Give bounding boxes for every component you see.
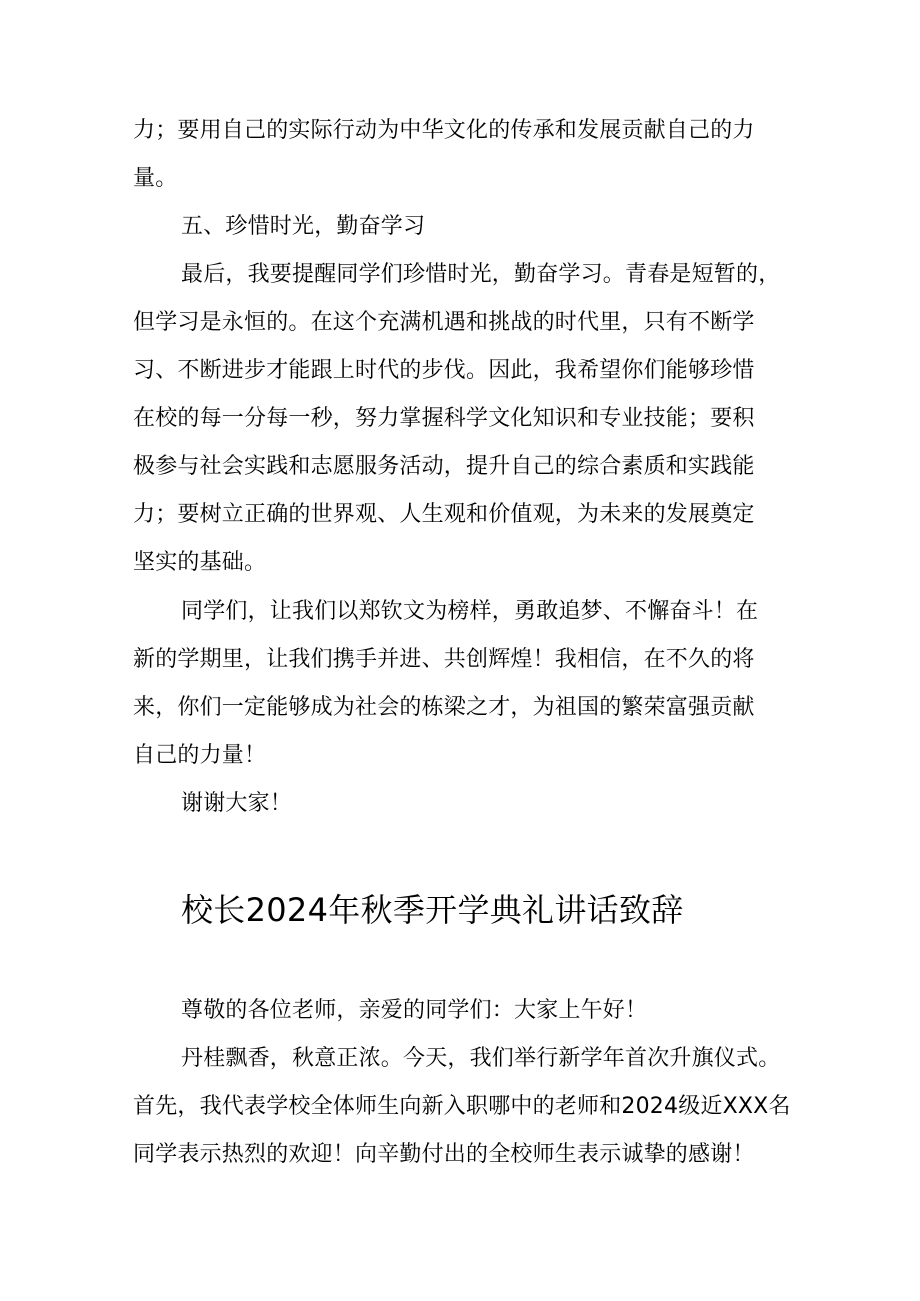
body-line: 在校的每一分每一秒，努力掌握科学文化知识和专业技能；要积 <box>133 406 755 431</box>
body-line: 力；要用自己的实际行动为中华文化的传承和发展贡献自己的力 <box>133 118 755 143</box>
body-line: 极参与社会实践和志愿服务活动，提升自己的综合素质和实践能 <box>133 454 755 479</box>
closing-thanks: 谢谢大家！ <box>181 791 293 816</box>
body-line: 坚实的基础。 <box>133 550 267 575</box>
body-line: 但学习是永恒的。在这个充满机遇和挑战的时代里，只有不断学 <box>133 310 755 335</box>
body-line: 丹桂飘香，秋意正浓。今天，我们举行新学年首次升旗仪式。 <box>181 1046 781 1071</box>
body-line: 量。 <box>133 166 178 191</box>
body-line: 最后，我要提醒同学们珍惜时光，勤奋学习。青春是短暂的， <box>181 262 781 287</box>
body-line: 自己的力量！ <box>133 743 267 768</box>
body-line: 新的学期里，让我们携手并进、共创辉煌！我相信，在不久的将 <box>133 647 755 672</box>
body-line: 来，你们一定能够成为社会的栋梁之才，为祖国的繁荣富强贡献 <box>133 695 755 720</box>
greeting-line: 尊敬的各位老师，亲爱的同学们：大家上午好！ <box>181 998 648 1023</box>
body-line: 力；要树立正确的世界观、人生观和价值观，为未来的发展奠定 <box>133 502 755 527</box>
body-line: 同学们，让我们以郑钦文为榜样，勇敢追梦、不懈奋斗！在 <box>181 599 759 624</box>
body-line: 习、不断进步才能跟上时代的步伐。因此，我希望你们能够珍惜 <box>133 358 755 383</box>
section-heading: 五、珍惜时光，勤奋学习 <box>181 214 426 239</box>
body-line: 同学表示热烈的欢迎！向辛勤付出的全校师生表示诚挚的感谢！ <box>133 1142 755 1167</box>
body-line: 首先，我代表学校全体师生向新入职哪中的老师和2024级近XXX名 <box>133 1094 791 1119</box>
speech-title: 校长2024年秋季开学典礼讲话致辞 <box>181 891 684 929</box>
